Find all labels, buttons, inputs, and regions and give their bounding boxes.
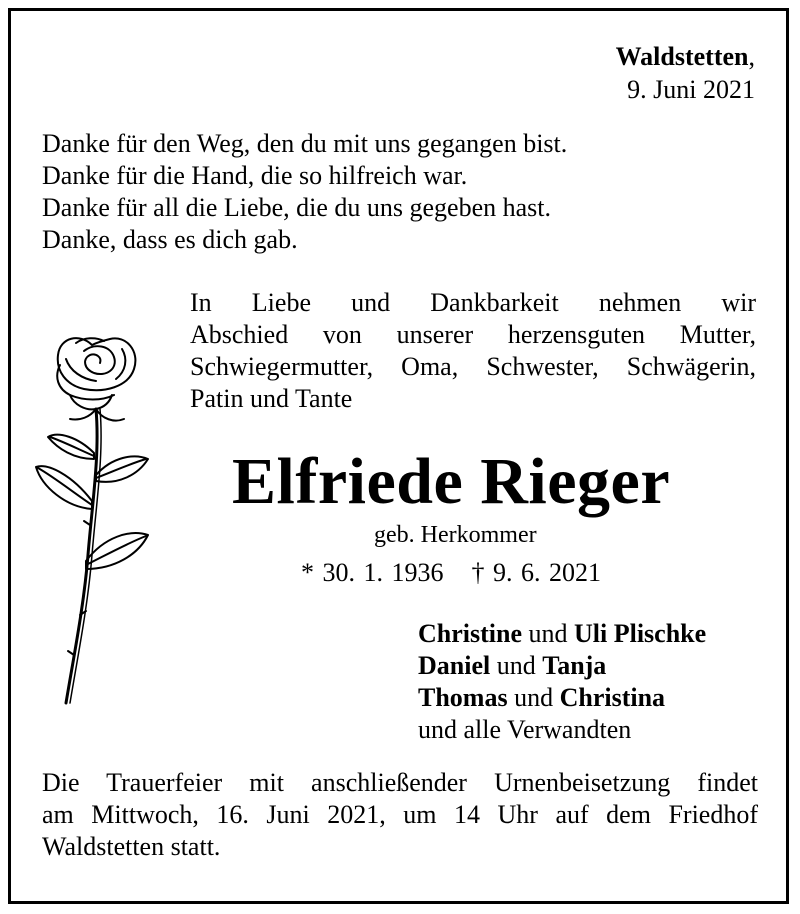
mourner-name: Thomas <box>418 683 508 712</box>
intro-line: Patin und Tante <box>190 384 353 413</box>
mourner-name: Christine <box>418 619 522 648</box>
life-dates <box>301 558 601 588</box>
maiden-name: geb. Herkommer <box>374 522 537 548</box>
deceased-name: Elfriede Rieger <box>232 445 671 518</box>
poem-line: Danke, dass es dich gab. <box>42 225 298 254</box>
poem-line: Danke für den Weg, den du mit uns gegangen bist. <box>42 129 568 158</box>
place-comma: , <box>748 42 755 71</box>
mourner-name: Tanja <box>542 651 607 680</box>
mourner-line <box>418 650 706 682</box>
funeral-info-line: Die Trauerfeier mit anschließender Urnenbeisetzung findet <box>42 768 758 797</box>
funeral-info-line: am Mittwoch, 16. Juni 2021, um 14 Uhr auf dem Friedhof <box>42 800 758 829</box>
mourners <box>418 618 706 746</box>
mourner-conjunction: und <box>490 651 543 680</box>
mourner-name: Christina <box>559 683 666 712</box>
intro-line: Abschied von unserer herzensguten Mutter, <box>190 320 756 349</box>
notice-date: 9. Juni 2021 <box>627 75 755 104</box>
funeral-info <box>42 767 758 863</box>
intro-line: In Liebe und Dankbarkeit nehmen wir <box>190 288 756 317</box>
funeral-info-line: Waldstetten statt. <box>42 832 221 861</box>
rose-icon <box>30 325 170 715</box>
mourner-conjunction: und <box>507 683 560 712</box>
poem <box>42 128 567 256</box>
mourner-name: Uli Plischke <box>574 619 707 648</box>
mourner-line <box>418 618 706 650</box>
poem-line: Danke für all die Liebe, die du uns gegeben hast. <box>42 193 551 222</box>
mourner-line: und alle Verwandten <box>418 715 632 744</box>
place-name: Waldstetten <box>615 42 749 71</box>
poem-line: Danke für die Hand, die so hilfreich war. <box>42 161 468 190</box>
death-date: † 9. 6. 2021 <box>471 558 601 587</box>
place-date <box>616 40 755 106</box>
intro-text <box>190 287 756 415</box>
mourner-name: Daniel <box>418 651 491 680</box>
mourner-line <box>418 682 706 714</box>
intro-line: Schwiegermutter, Oma, Schwester, Schwägerin, <box>190 352 756 381</box>
birth-date: * 30. 1. 1936 <box>301 558 444 587</box>
mourner-conjunction: und <box>522 619 574 648</box>
